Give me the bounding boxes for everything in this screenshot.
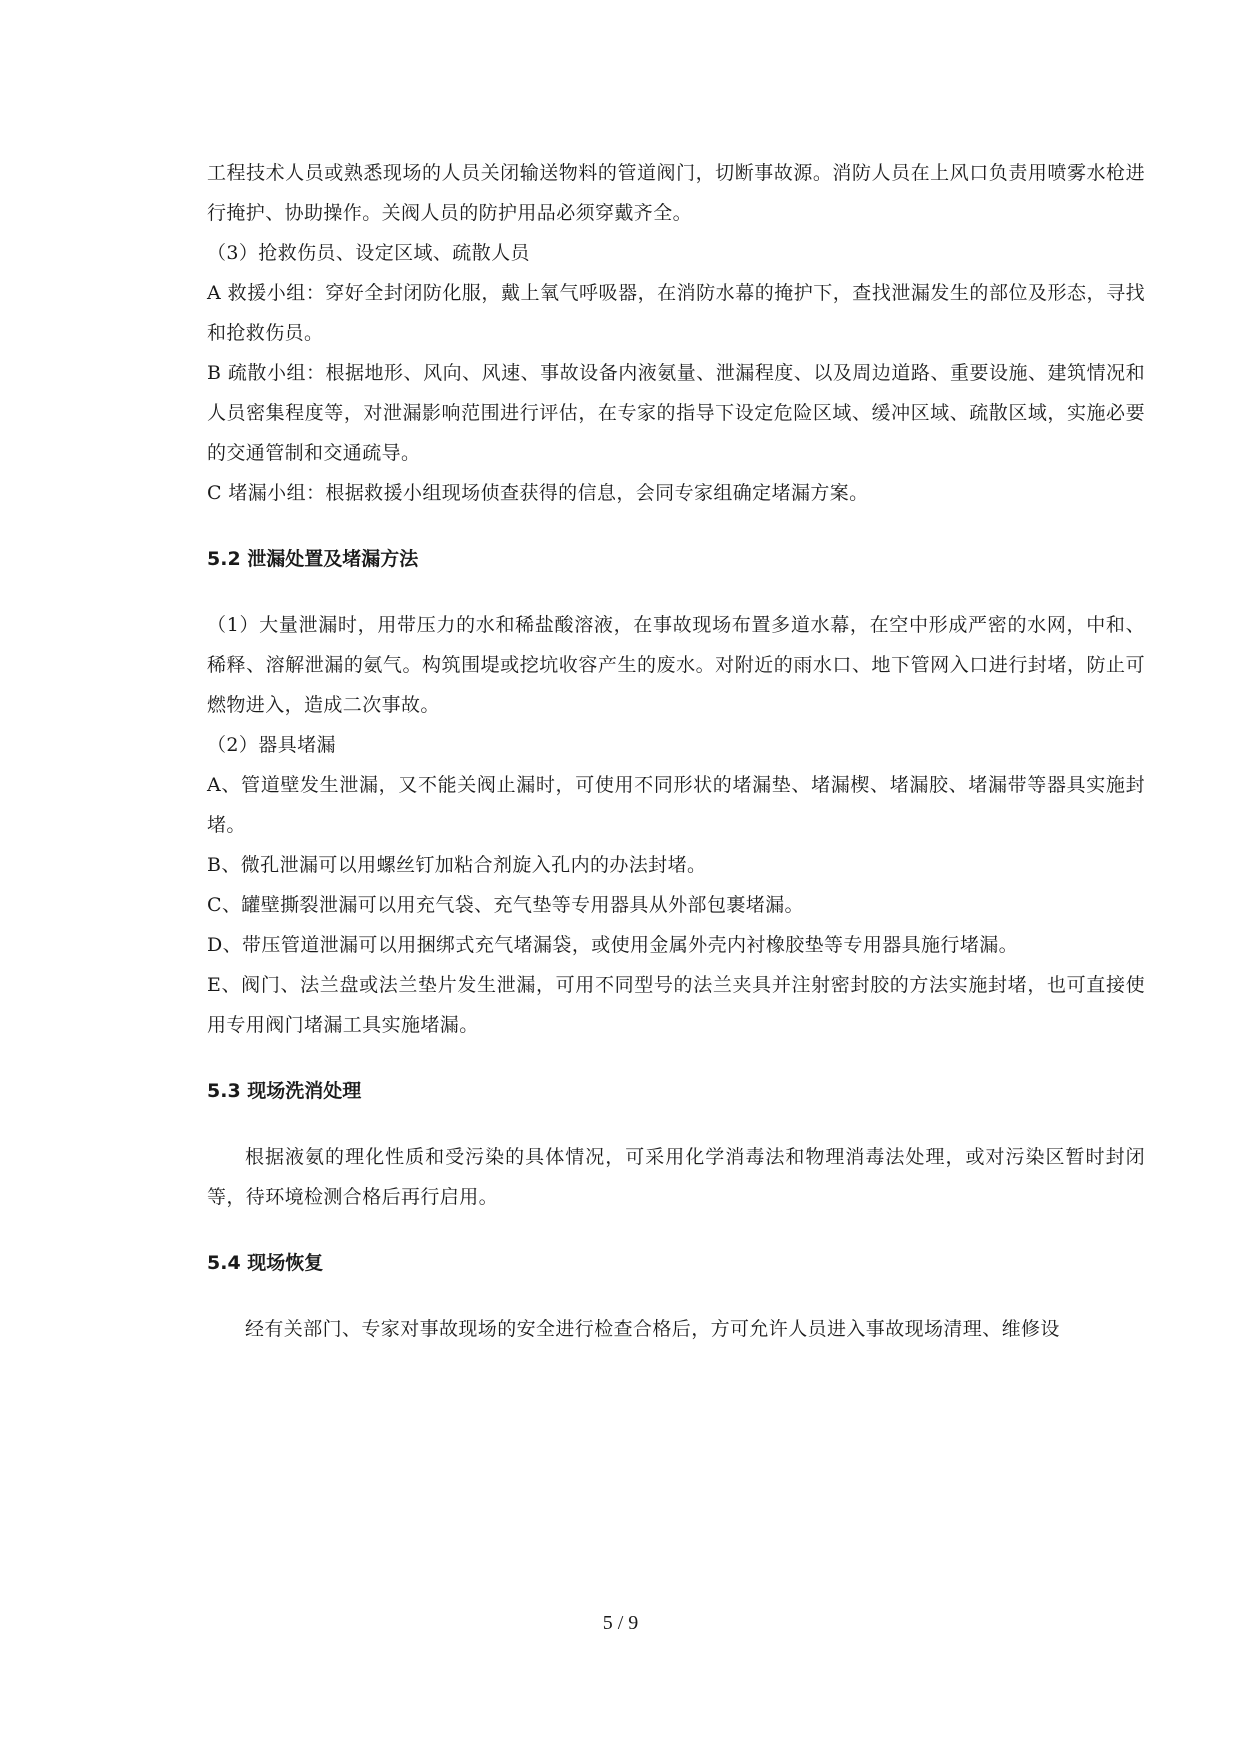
paragraph-rescue-heading: （3）抢救伤员、设定区域、疏散人员: [207, 242, 530, 264]
section-heading-5-2: 5.2 泄漏处置及堵漏方法: [207, 548, 419, 570]
spacer: [207, 1283, 1145, 1309]
paragraph-decontamination: 根据液氨的理化性质和受污染的具体情况，可采用化学消毒法和物理消毒法处理，或对污染区暂时封闭等，待环境检测合格后再行启用。: [207, 1146, 1145, 1208]
paragraph-large-leak: （1）大量泄漏时，用带压力的水和稀盐酸溶液，在事故现场布置多道水幕，在空中形成严密的水网，中和、稀释、溶解泄漏的氨气。构筑围堤或挖坑收容产生的废水。对附近的雨水口、地下管网入口进行封堵，防止可燃物进入，造成二次事故。: [207, 614, 1145, 716]
spacer: [207, 1111, 1145, 1137]
section-heading-5-3: 5.3 现场洗消处理: [207, 1080, 362, 1102]
paragraph-item-a: A、管道壁发生泄漏，又不能关阀止漏时，可使用不同形状的堵漏垫、堵漏楔、堵漏胶、堵漏带等器具实施封堵。: [207, 774, 1145, 836]
paragraph-rescue-team: A 救援小组：穿好全封闭防化服，戴上氧气呼吸器，在消防水幕的掩护下，查找泄漏发生的部位及形态，寻找和抢救伤员。: [207, 282, 1145, 344]
paragraph-site-recovery: 经有关部门、专家对事故现场的安全进行检查合格后，方可允许人员进入事故现场清理、维修设: [245, 1318, 1060, 1340]
paragraph-equipment-plugging: （2）器具堵漏: [207, 734, 336, 756]
spacer: [207, 1045, 1145, 1071]
paragraph-valve-shutoff: 工程技术人员或熟悉现场的人员关闭输送物料的管道阀门，切断事故源。消防人员在上风口负责用喷雾水枪进行掩护、协助操作。关阀人员的防护用品必须穿戴齐全。: [207, 162, 1145, 224]
page-body: [207, 153, 1145, 1349]
paragraph-evacuation-team: B 疏散小组：根据地形、风向、风速、事故设备内液氨量、泄漏程度、以及周边道路、重要设施、建筑情况和人员密集程度等，对泄漏影响范围进行评估，在专家的指导下设定危险区域、缓冲区域、疏散区域，实施必要的交通管制和交通疏导。: [207, 362, 1145, 464]
paragraph-plugging-team: C 堵漏小组：根据救援小组现场侦查获得的信息，会同专家组确定堵漏方案。: [207, 482, 869, 504]
page-number: 5 / 9: [602, 1612, 639, 1634]
section-heading-5-4: 5.4 现场恢复: [207, 1252, 324, 1274]
paragraph-item-c: C、罐壁撕裂泄漏可以用充气袋、充气垫等专用器具从外部包裹堵漏。: [207, 894, 804, 916]
spacer: [207, 1217, 1145, 1243]
spacer: [207, 513, 1145, 539]
spacer: [207, 579, 1145, 605]
paragraph-item-d: D、带压管道泄漏可以用捆绑式充气堵漏袋，或使用金属外壳内衬橡胶垫等专用器具施行堵漏。: [207, 934, 1019, 956]
paragraph-item-b: B、微孔泄漏可以用螺丝钉加粘合剂旋入孔内的办法封堵。: [207, 854, 707, 876]
paragraph-item-e: E、阀门、法兰盘或法兰垫片发生泄漏，可用不同型号的法兰夹具并注射密封胶的方法实施封堵，也可直接使用专用阀门堵漏工具实施堵漏。: [207, 974, 1145, 1036]
